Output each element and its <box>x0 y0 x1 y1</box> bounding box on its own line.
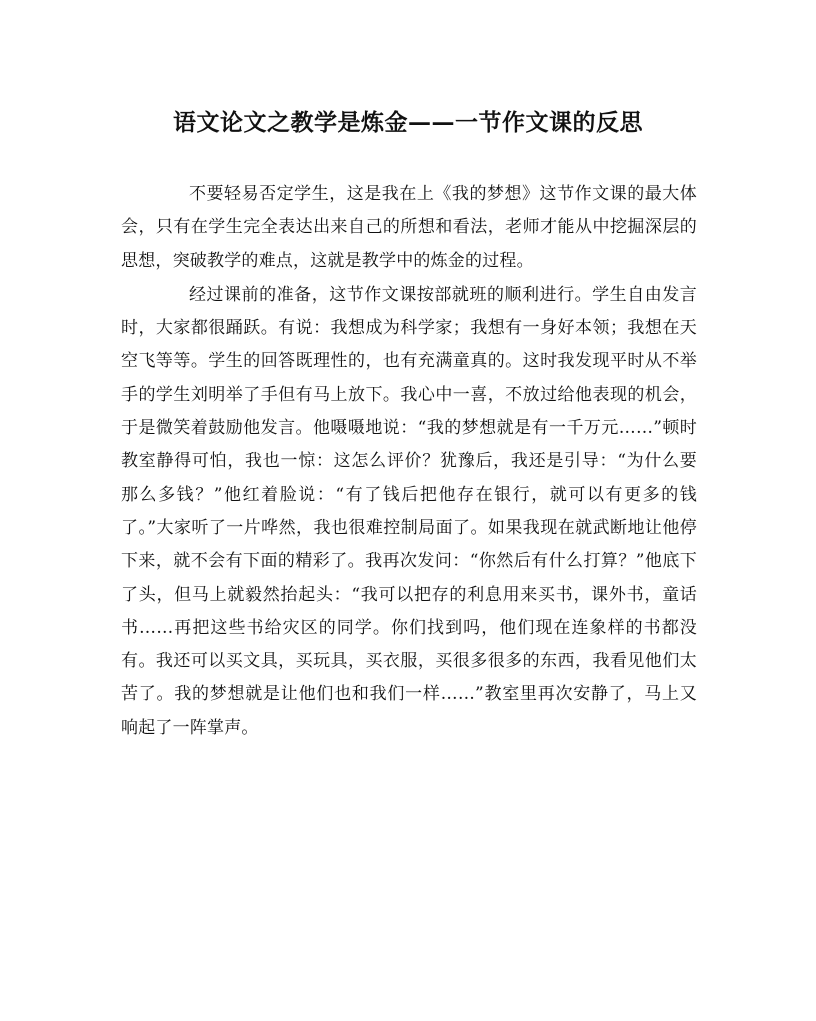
paragraph: 经过课前的准备，这节作文课按部就班的顺利进行。学生自由发言时，大家都很踊跃。有说：我想成为科学家；我想有一身好本领；我想在天空飞等等。学生的回答既理性的，也有充满童真的。这时我发现平时从不举手的学生刘明举了手但有马上放下。我心中一喜，不放过给他表现的机会，于是微笑着鼓励他发言。他嗫嗫地说：“我的梦想就是有一千万元……”顿时教室静得可怕，我也一惊：这怎么评价？犹豫后，我还是引导：“为什么要那么多钱？”他红着脸说：“有了钱后把他存在银行，就可以有更多的钱了。”大家听了一片哗然，我也很难控制局面了。如果我现在就武断地让他停下来，就不会有下面的精彩了。我再次发问：“你然后有什么打算？”他底下了头，但马上就毅然抬起头：“我可以把存的利息用来买书，课外书，童话书……再把这些书给灾区的同学。你们找到吗，他们现在连象样的书都没有。我还可以买文具，买玩具，买衣服，买很多很多的东西，我看见他们太苦了。我的梦想就是让他们也和我们一样……”教室里再次安静了，马上又响起了一阵掌声。 <box>121 284 697 738</box>
document-title: 语文论文之教学是炼金——一节作文课的反思 <box>173 109 643 136</box>
paragraph: 不要轻易否定学生，这是我在上《我的梦想》这节作文课的最大体会，只有在学生完全表达出来自己的所想和看法，老师才能从中挖掘深层的思想，突破教学的难点，这就是教学中的炼金的过程。 <box>121 184 697 271</box>
document-body <box>121 178 697 746</box>
